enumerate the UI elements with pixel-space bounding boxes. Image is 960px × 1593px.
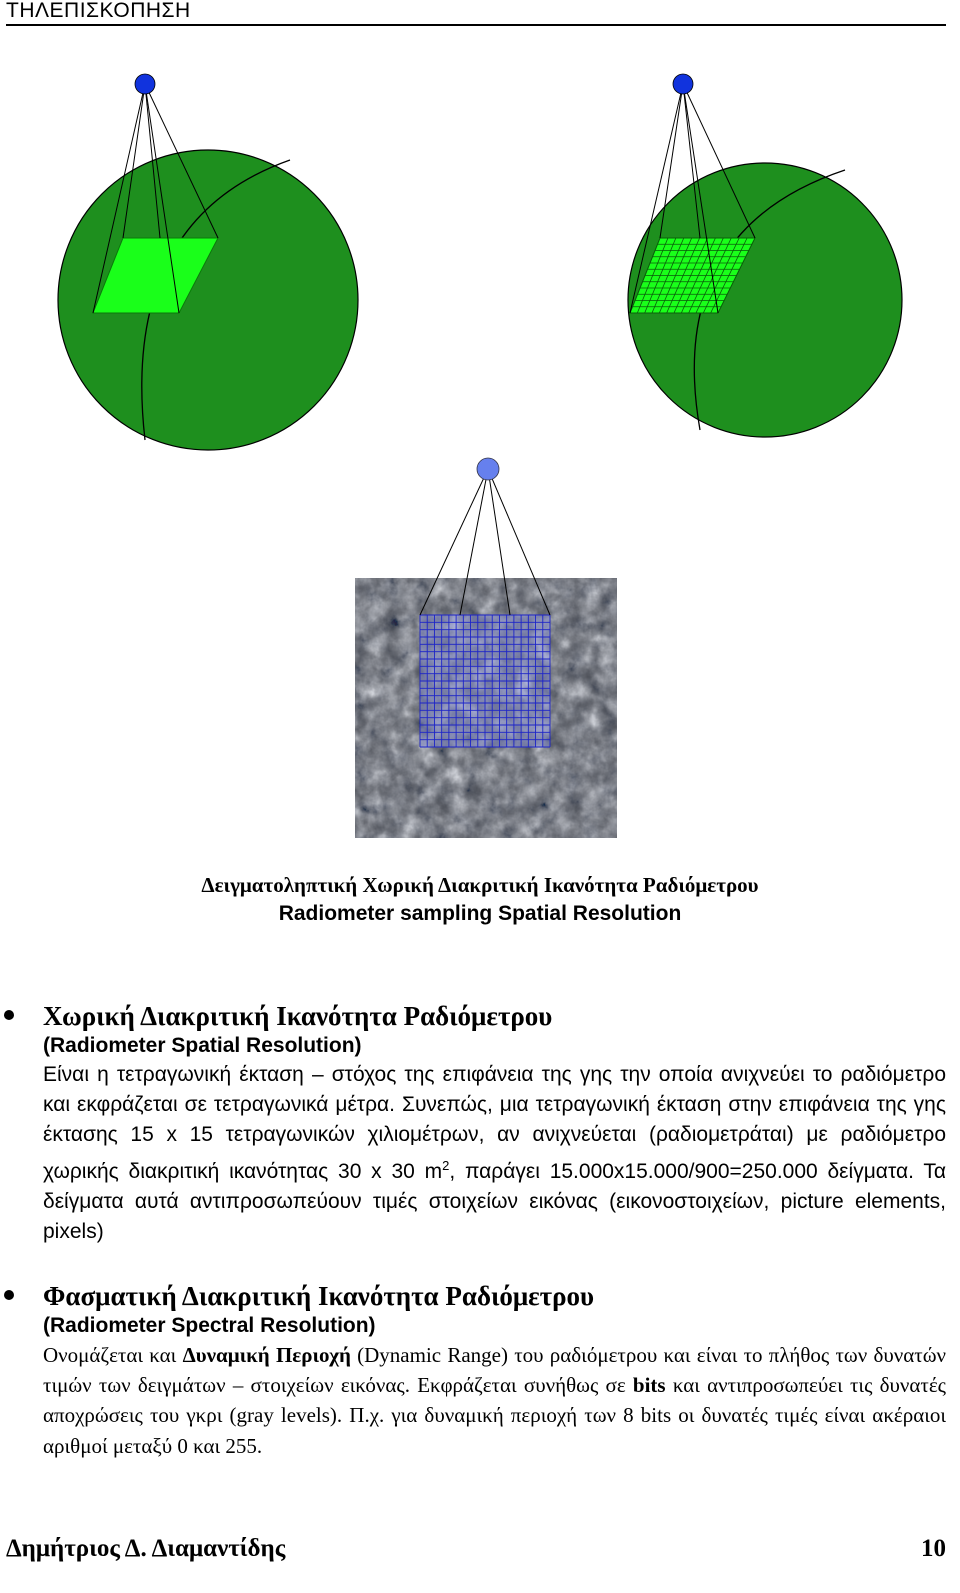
figure-caption <box>0 873 960 926</box>
bullet-icon <box>4 1010 14 1020</box>
header-title: ΤΗΛΕΠΙΣΚΟΠΗΣΗ <box>6 0 191 22</box>
section-body: Ονομάζεται και Δυναμική Περιοχή (Dynamic Range) του ραδιόμετρου και είναι το πλήθος των δυνατών τιμών των δειγμάτων – στοιχείων εικόνας. Εκφράζεται συνήθως σε bits και αντιπροσωπεύει τις δυνατές αποχρώσεις του γκρι (gray levels). Π.χ. για δυναμική περιοχή των 8 bits οι δυνατές τιμές είναι ακέραιοι αριθμοί μεταξύ 0 και 255. <box>43 1343 947 1458</box>
sensor-center <box>477 458 499 480</box>
satellite-image <box>355 458 617 838</box>
section-subtitle: (Radiometer Spectral Resolution) <box>43 1314 376 1337</box>
earth-globe-right <box>628 74 902 437</box>
footer-author: Δημήτριος Δ. Διαμαντίδης <box>6 1535 286 1562</box>
section-subtitle: (Radiometer Spatial Resolution) <box>43 1034 362 1057</box>
section-title: Φασματική Διακριτική Ικανότητα Ραδιόμετρου <box>43 1281 595 1311</box>
page-footer <box>6 1535 946 1563</box>
page-number: 10 <box>921 1535 946 1562</box>
caption-line-2: Radiometer sampling Spatial Resolution <box>278 902 682 925</box>
section-spectral-resolution <box>43 1280 946 1461</box>
bullet-icon <box>4 1290 14 1300</box>
sensor-right <box>673 74 693 94</box>
section-body: Είναι η τετραγωνική έκταση – στόχος της επιφάνεια της γης την οποία ανιχνεύει το ραδιόμετρο και εκφράζεται σε τετραγωνικά μέτρα. Συνεπώς, μια τετραγωνική έκταση στην επιφάνεια της γης έκτασης 15 x 15 τετραγωνικών χιλιομέτρων, αν ανιχνεύεται (ραδιομετράται) με ραδιόμετρο χωρικής διακριτική ικανότητας 30 x 30 $m^2$, παράγει 15.000x15.000/900=250.000 δείγματα. Τα δείγματα αυτά αντιπροσωπεύουν τιμές στοιχείων εικόνας (εικονοστοιχείων, picture elements, pixels) <box>43 1063 946 1244</box>
sensor-left <box>135 74 155 94</box>
section-title: Χωρική Διακριτική Ικανότητα Ραδιόμετρου <box>43 1001 553 1031</box>
caption-line-1: Δειγματοληπτική Χωρική Διακριτική Ικανότητα Ραδιόμετρου <box>201 873 759 897</box>
earth-globe-left <box>58 74 358 450</box>
section-spatial-resolution <box>43 1000 946 1247</box>
